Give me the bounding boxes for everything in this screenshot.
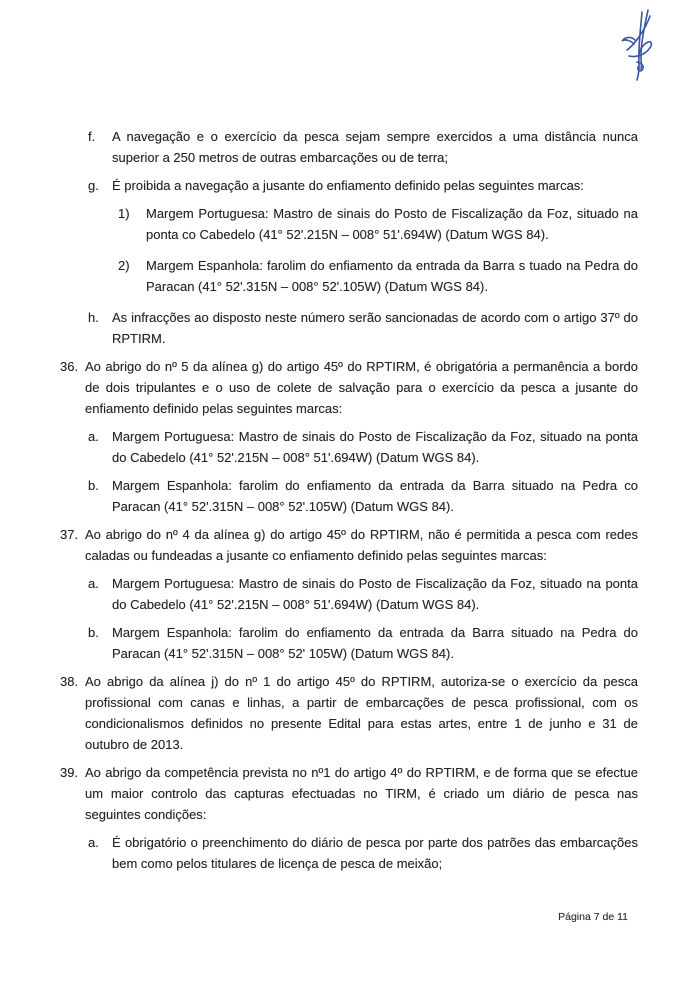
list-item-text: Ao abrigo do nº 4 da alínea g) do artigo 45º do RPTIRM, não é permitida a pesca com redes caladas ou fundeadas a jusante co enfiamento definido pelas seguintes marcas: bbox=[85, 527, 638, 563]
item-38 bbox=[60, 671, 638, 755]
page-number: Página 7 de 11 bbox=[558, 911, 628, 923]
list-item-marker: g. bbox=[88, 178, 99, 193]
list-item-marker: f. bbox=[88, 129, 96, 144]
list-item-marker: a. bbox=[88, 429, 99, 444]
item-37 bbox=[60, 524, 638, 566]
list-item-text: A navegação e o exercício da pesca sejam sempre exercidos a uma distância nunca superior a 250 metros de outras embarcações ou de terra; bbox=[112, 129, 638, 165]
list-item-marker: a. bbox=[88, 576, 99, 591]
list-item-marker: 38. bbox=[60, 674, 79, 689]
item-39 bbox=[60, 762, 638, 825]
list-item-marker: 36. bbox=[60, 359, 79, 374]
item-37-a bbox=[88, 573, 638, 615]
document-body bbox=[60, 126, 638, 881]
list-item-f bbox=[88, 126, 638, 168]
list-item-text: As infracções ao disposto neste número serão sancionadas de acordo com o artigo 37º do RPTIRM. bbox=[112, 310, 638, 346]
list-item-text: É obrigatório o preenchimento do diário de pesca por parte dos patrões das embarcações bem como pelos titulares de licença de pesca de meixão; bbox=[112, 835, 638, 871]
list-item-text: Margem Espanhola: farolim do enfiamento da entrada da Barra situado na Pedra co Paracan (41° 52'.315N – 008° 52'.105W) (Datum WGS 84). bbox=[112, 478, 638, 514]
list-item-text: Ao abrigo do nº 5 da alínea g) do artigo 45º do RPTIRM, é obrigatória a permanência a bordo de dois tripulantes e o uso de colete de salvação para o exercício da pesca a jusante do enfiamento definido pelas seguintes marcas: bbox=[85, 359, 638, 416]
item-36 bbox=[60, 356, 638, 419]
list-item-text: Ao abrigo da competência prevista no nº1 do artigo 4º do RPTIRM, e de forma que se efectue um maior controlo das capturas efectuadas no TIRM, é criado um diário de pesca nas seguintes condições: bbox=[85, 765, 638, 822]
list-item-1 bbox=[118, 203, 638, 245]
list-item-text: Margem Portuguesa: Mastro de sinais do Posto de Fiscalização da Foz, situado na ponta do Cabedelo (41° 52'.215N – 008° 51'.694W) (Datum WGS 84). bbox=[112, 576, 638, 612]
item-39-a bbox=[88, 832, 638, 874]
list-item-marker: h. bbox=[88, 310, 99, 325]
list-item-marker: 37. bbox=[60, 527, 79, 542]
list-item-text: Margem Espanhola: farolim do enfiamento da entrada da Barra s tuado na Pedra do Paracan (41° 52'.315N – 008° 52'.105W) (Datum WGS 84). bbox=[146, 258, 638, 294]
item-36-b bbox=[88, 475, 638, 517]
list-item-2 bbox=[118, 255, 638, 297]
list-item-marker: 1) bbox=[118, 206, 130, 221]
list-item-h bbox=[88, 307, 638, 349]
list-item-text: Margem Portuguesa: Mastro de sinais do Posto de Fiscalização da Foz, situado na ponta do Cabedelo (41° 52'.215N – 008° 51'.694W) (Datum WGS 84). bbox=[112, 429, 638, 465]
list-item-marker: b. bbox=[88, 625, 99, 640]
list-item-marker: a. bbox=[88, 835, 99, 850]
list-item-text: Margem Portuguesa: Mastro de sinais do Posto de Fiscalização da Foz, situado na ponta co Cabedelo (41° 52'.215N – 008° 51'.694W) (Datum WGS 84). bbox=[146, 206, 638, 242]
list-item-text: É proibida a navegação a jusante do enfiamento definido pelas seguintes marcas: bbox=[112, 178, 584, 193]
item-37-b bbox=[88, 622, 638, 664]
list-item-marker: 39. bbox=[60, 765, 79, 780]
list-item-marker: 2) bbox=[118, 258, 130, 273]
list-item-text: Margem Espanhola: farolim do enfiamento da entrada da Barra situado na Pedra do Paracan (41° 52'.315N – 008° 52' 105W) (Datum WGS 84). bbox=[112, 625, 638, 661]
signature-paraph-icon bbox=[611, 6, 663, 84]
list-item-g bbox=[88, 175, 638, 196]
list-item-text: Ao abrigo da alínea j) do nº 1 do artigo 45º do RPTIRM, autoriza-se o exercício da pesca profissional com canas e linhas, a partir de embarcações de pesca profissional, com os condicionalismos definidos no presente Edital para estas artes, entre 1 de junho e 31 de outubro de 2013. bbox=[85, 674, 638, 752]
item-36-a bbox=[88, 426, 638, 468]
list-item-marker: b. bbox=[88, 478, 99, 493]
